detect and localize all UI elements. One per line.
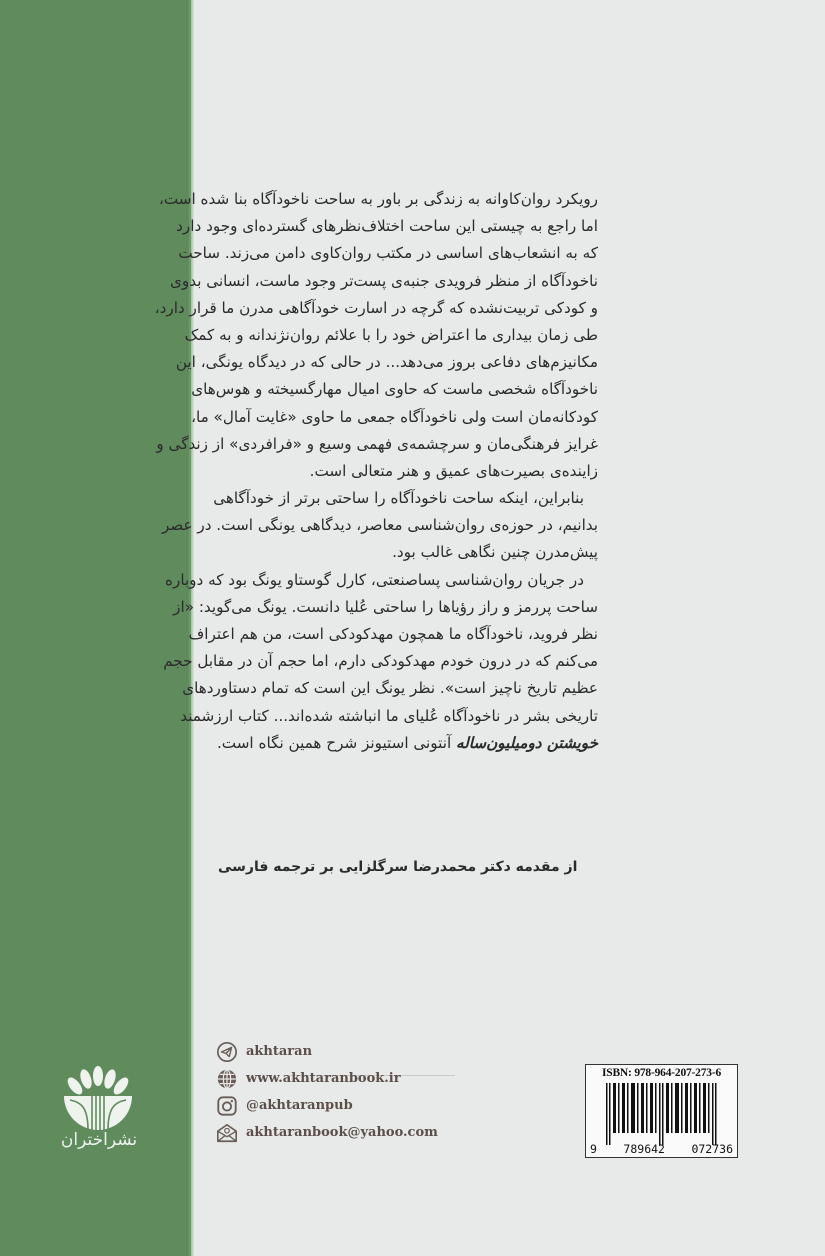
blurb-line: ساحت پررمز و راز رؤیاها را ساحتی عُلیا دانست. یونگ می‌گوید: «از [173, 597, 598, 616]
blurb-line: تاریخی بشر در ناخودآگاه عُلیای ما انباشته شده‌اند... کتاب ارزشمند [180, 706, 598, 725]
blurb-text [154, 186, 598, 757]
barcode-digits: 9 789642 072736 [590, 1142, 733, 1156]
book-title: خویشتن دومیلیون‌ساله [456, 733, 598, 752]
blurb-line: می‌کنم که در درون خودم مهدکودکی دارم، اما حجم آن در مقابل حجم [163, 652, 598, 671]
blurb-line: غرایز فرهنگی‌مان و سرچشمه‌ی فهمی وسیع و «فرافردی» از زندگی و [156, 434, 598, 453]
akhtaran-logo-icon [60, 1066, 136, 1130]
blurb-line: طی زمان بیداری ما اعتراض خود را با علائم روان‌نژندانه و به کمک [184, 325, 598, 344]
source-note: از مقدمه دکتر محمدرضا سرگلزایی بر ترجمه فارسی [218, 859, 578, 875]
contact-text: akhtaran [246, 1044, 313, 1059]
blurb-line: و کودکی تربیت‌نشده که گرچه در اسارت خودآگاهی مدرن ما قرار دارد، [154, 298, 598, 317]
blurb-line: کودکانه‌مان است ولی ناخودآگاه جمعی ما حاوی «غایت آمال» ما، [191, 407, 598, 426]
contact-text: @akhtaranpub [246, 1098, 353, 1113]
blurb-line: زاینده‌ی بصیرت‌های عمیق و هنر متعالی است. [309, 461, 598, 480]
publisher-name: نشراختران [60, 1130, 138, 1150]
barcode-icon [600, 1083, 724, 1145]
contact-text: akhtaranbook@yahoo.com [246, 1125, 438, 1140]
blurb-line: ناخودآگاه شخصی ماست که حاوی امیال مهارگسیخته و هوس‌های [191, 380, 598, 399]
blurb-line-rest: آنتونی استیونز شرح همین نگاه است. [216, 733, 456, 752]
blurb-line: اما راجع به چیستی این ساحت اختلاف‌نظرهای گسترده‌ای وجود دارد [176, 217, 598, 236]
blurb-line: ناخودآگاه از منظر فرویدی جنبه‌ی پست‌تر وجود ماست، انسانی بدوی [170, 271, 598, 290]
blurb-line: رویکرد روان‌کاوانه به زندگی بر باور به ساحت ناخودآگاه بنا شده است، [158, 190, 598, 208]
contact-text: www.akhtaranbook.ir [246, 1071, 401, 1086]
contact-email[interactable] [216, 1119, 496, 1146]
instagram-icon [216, 1095, 238, 1117]
contact-instagram[interactable] [216, 1092, 496, 1119]
blurb-line: بدانیم، در حوزه‌ی روان‌شناسی معاصر، دیدگاهی یونگی است. در عصر [161, 516, 598, 535]
contact-website[interactable] [216, 1065, 496, 1092]
blurb-line: پیش‌مدرن چنین نگاهی غالب بود. [392, 543, 598, 562]
globe-icon [216, 1068, 238, 1090]
blurb-line: مکانیزم‌های دفاعی بروز می‌دهد... در حالی که در دیدگاه یونگی، این [175, 353, 598, 372]
blurb-line: نظر فروید، ناخودآگاه ما همچون مهدکودکی است، من هم اعتراف [188, 625, 598, 643]
contact-telegram[interactable] [216, 1038, 496, 1065]
blurb-line-final [218, 730, 598, 757]
telegram-icon [216, 1041, 238, 1063]
blurb-line: بنابراین، اینکه ساحت ناخودآگاه را ساحتی برتر از خودآگاهی [213, 489, 584, 508]
contact-list [216, 1038, 496, 1146]
blurb-line: که به انشعاب‌های اساسی در مکتب روان‌کاوی دامن می‌زند. ساحت [178, 244, 598, 263]
email-icon [216, 1122, 238, 1144]
isbn-barcode [585, 1064, 738, 1158]
blurb-line: عظیم تاریخ ناچیز است». نظر یونگ این است که تمام دستاوردهای [182, 679, 598, 698]
isbn-label: ISBN: 978-964-207-273-6 [601, 1067, 722, 1079]
blurb-line: در جریان روان‌شناسی پساصنعتی، کارل گوستاو یونگ بود که دوباره [165, 570, 584, 589]
